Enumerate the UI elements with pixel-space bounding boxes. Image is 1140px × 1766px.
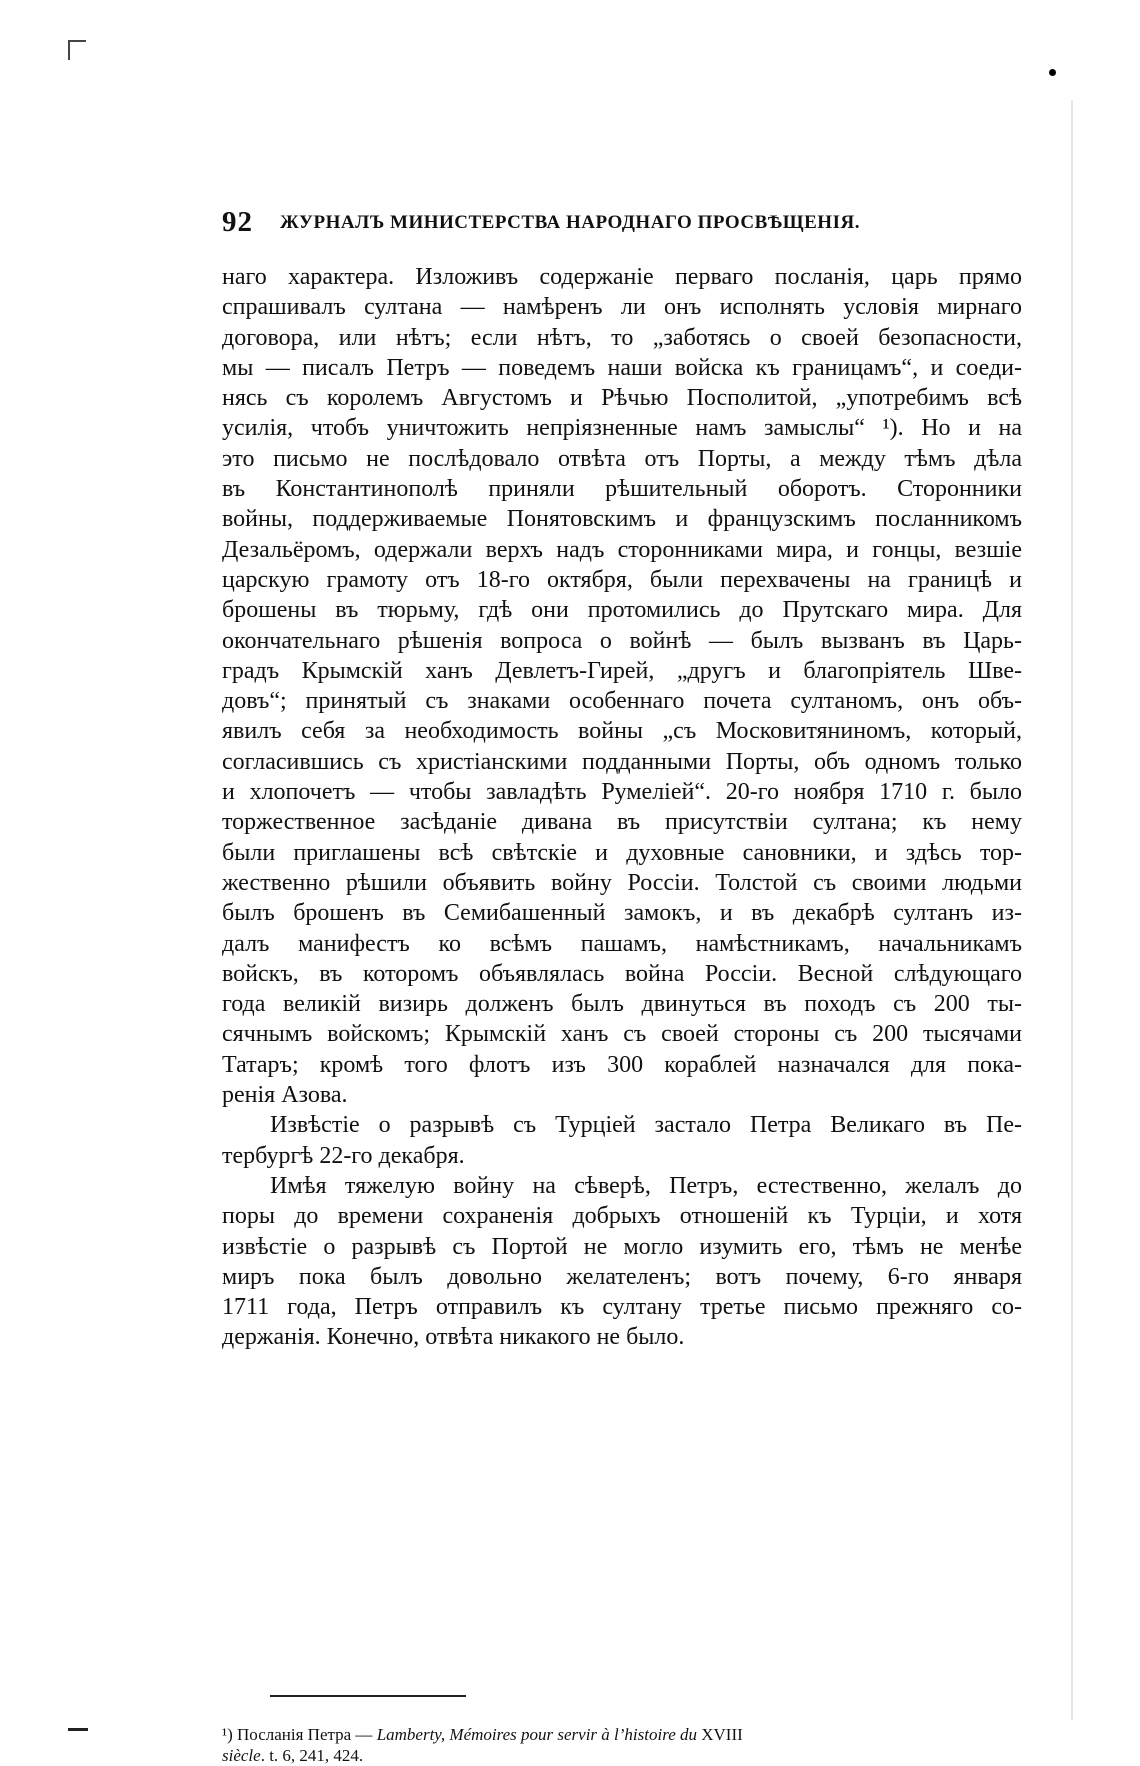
text-line: это письмо не послѣдовало отвѣта отъ Порты, а между тѣмъ дѣла	[222, 445, 1022, 472]
text-line: брошены въ тюрьму, гдѣ они протомились до Прутскаго мира. Для	[222, 597, 1022, 624]
text-line: извѣстіе о разрывѣ съ Портой не могло изумить его, тѣмъ не менѣе	[222, 1233, 1022, 1260]
text-line: тербургѣ 22-го декабря.	[222, 1142, 465, 1169]
text-line: 1711 года, Петръ отправилъ къ султану третье письмо прежняго со-	[222, 1294, 1022, 1321]
text-line: довъ“; принятый съ знаками особеннаго почета султаномъ, онъ объ-	[222, 688, 1022, 715]
scan-corner-mark	[68, 40, 70, 60]
text-line: войскъ, въ которомъ объявлялась война Россіи. Весной слѣдующаго	[222, 960, 1022, 987]
footnote-line	[222, 1724, 1022, 1745]
text-line: въ Константинополѣ приняли рѣшительный оборотъ. Сторонники	[222, 476, 1022, 503]
text-line: были приглашены всѣ свѣтскіе и духовные сановники, и здѣсь тор-	[222, 839, 1022, 866]
footnote-source-title: Lamberty, Mémoires pour servir à l’histoire du	[376, 1725, 697, 1744]
text-line: договора, или нѣтъ; если нѣтъ, то „заботясь о своей безопасности,	[222, 324, 1022, 351]
text-line: далъ манифестъ ко всѣмъ пашамъ, намѣстникамъ, начальникамъ	[222, 930, 1022, 957]
text-line: согласившись съ христіанскими подданными Порты, объ одномъ только	[222, 748, 1022, 775]
text-line: ренія Азова.	[222, 1082, 348, 1109]
text-line: былъ брошенъ въ Семибашенный замокъ, и въ декабрѣ султанъ из-	[222, 900, 1022, 927]
text-line: и хлопочетъ — чтобы завладѣть Румеліей“. 20-го ноября 1710 г. было	[222, 779, 1022, 806]
scan-speck	[1049, 69, 1056, 76]
text-line: окончательнаго рѣшенія вопроса о войнѣ — былъ вызванъ въ Царь-	[222, 627, 1022, 654]
text-line: Извѣстіе о разрывѣ съ Турціей застало Петра Великаго въ Пе-	[270, 1112, 1022, 1139]
text-line: жественно рѣшили объявить войну Россіи. Толстой съ своими людьми	[222, 869, 1022, 896]
text-line: явилъ себя за необходимость войны „съ Московитяниномъ, который,	[222, 718, 1022, 745]
footnote	[222, 1724, 1022, 1766]
page-number: 92	[222, 206, 253, 238]
running-head: ЖУРНАЛЪ МИНИСТЕРСТВА НАРОДНАГО ПРОСВѢЩЕНІЯ.	[280, 212, 860, 233]
text-line: поры до времени сохраненія добрыхъ отношеній къ Турціи, и хотя	[222, 1203, 1022, 1230]
scan-corner-mark	[68, 40, 86, 42]
footnote-rule	[270, 1695, 466, 1697]
footnote-prefix: ¹) Посланія Петра —	[222, 1725, 377, 1744]
scan-dash-mark	[68, 1728, 88, 1731]
footnote-century: XVIII	[697, 1725, 743, 1744]
text-line: года великій визирь долженъ былъ двинуться въ походъ съ 200 ты-	[222, 991, 1022, 1018]
page-header	[222, 206, 944, 242]
footnote-pages: . t. 6, 241, 424.	[260, 1746, 364, 1765]
text-line: спрашивалъ султана — намѣренъ ли онъ исполнять условія мирнаго	[222, 294, 1022, 321]
text-line: градъ Крымскій ханъ Девлетъ-Гирей, „другъ и благопріятель Шве-	[222, 657, 1022, 684]
text-line: мы — писалъ Петръ — поведемъ наши войска къ границамъ“, и соеди-	[222, 354, 1022, 381]
text-line: сячнымъ войскомъ; Крымскій ханъ съ своей стороны съ 200 тысячами	[222, 1021, 1022, 1048]
text-line: миръ пока былъ довольно желателенъ; вотъ почему, 6-го января	[222, 1263, 1022, 1290]
text-line: Татаръ; кромѣ того флотъ изъ 300 кораблей назначался для пока-	[222, 1051, 1022, 1078]
footnote-line	[222, 1745, 1022, 1766]
text-line: царскую грамоту отъ 18-го октября, были перехвачены на границѣ и	[222, 566, 1022, 593]
text-line: войны, поддерживаемые Понятовскимъ и французскимъ посланникомъ	[222, 506, 1022, 533]
text-line: наго характера. Изложивъ содержаніе перваго посланія, царь прямо	[222, 264, 1022, 290]
scan-edge-line	[1071, 100, 1073, 1720]
text-line: Имѣя тяжелую войну на сѣверѣ, Петръ, естественно, желалъ до	[270, 1172, 1022, 1199]
text-line: держанія. Конечно, отвѣта никакого не было.	[222, 1324, 685, 1351]
text-line: Дезальёромъ, одержали верхъ надъ сторонниками мира, и гонцы, везшіе	[222, 536, 1022, 563]
text-line: торжественное засѣданіе дивана въ присутствіи султана; къ нему	[222, 809, 1022, 836]
text-line: усилія, чтобъ уничтожить непріязненные намъ замыслы“ ¹). Но и на	[222, 415, 1022, 442]
footnote-source-title-cont: siècle	[222, 1746, 261, 1765]
text-line: нясь съ королемъ Августомъ и Рѣчью Посполитой, „употребимъ всѣ	[222, 385, 1022, 412]
body-text	[222, 262, 1022, 1353]
